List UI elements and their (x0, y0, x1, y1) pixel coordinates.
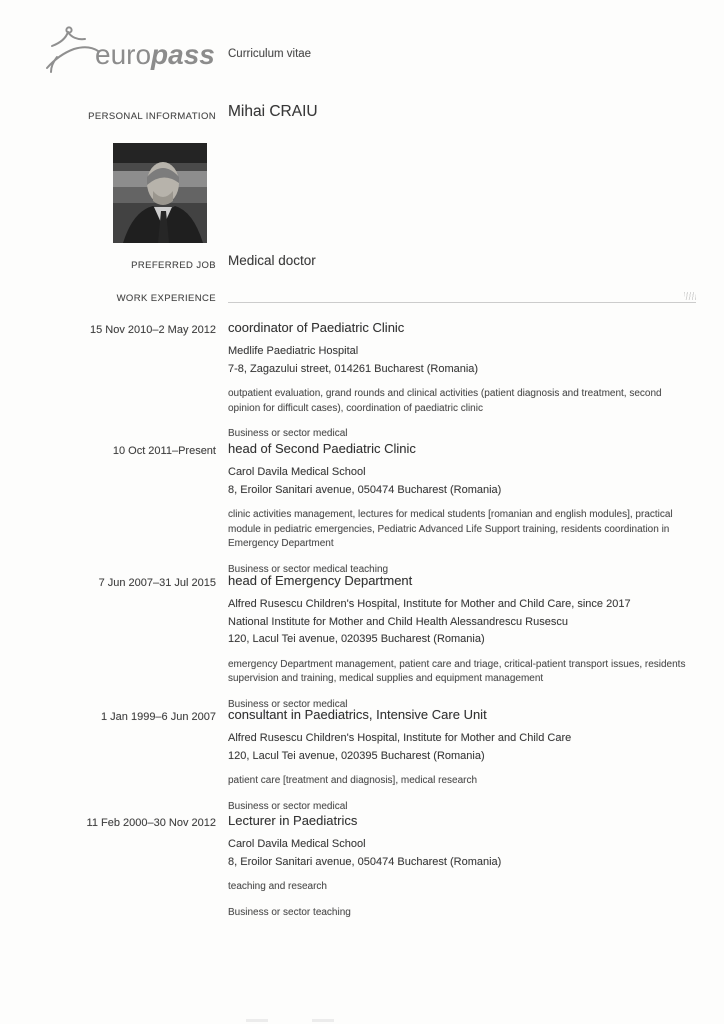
entry-description: emergency Department management, patient care and triage, critical-patient transport issues, residents supervision and training, medical supplies and equipment management (228, 658, 686, 684)
entry-description: outpatient evaluation, grand rounds and clinical activities (patient diagnosis and treatment, second opinion for difficult cases), coordination of paediatric clinic (228, 388, 662, 414)
entry-org-line: Carol Davila Medical School (228, 466, 366, 478)
entry-org-line: 7-8, Zagazului street, 014261 Bucharest (Romania) (228, 362, 479, 375)
work-entry (0, 573, 724, 711)
entry-dates: 10 Oct 2011–Present (112, 445, 216, 457)
entry-title: Lecturer in Paediatrics (228, 813, 358, 828)
entry-sector: Business or sector medical (228, 800, 348, 812)
entry-org-line: 8, Eroilor Sanitari avenue, 050474 Bucharest (Romania) (228, 855, 502, 868)
entry-org-line: Carol Davila Medical School (228, 838, 366, 850)
entry-sector: Business or sector medical teaching (228, 563, 389, 575)
entry-org-line: Medlife Paediatric Hospital (228, 345, 359, 357)
entry-org-line: 120, Lacul Tei avenue, 020395 Bucharest (Romania) (228, 749, 485, 762)
entry-title: consultant in Paediatrics, Intensive Care Unit (228, 707, 487, 722)
scan-artifact (312, 1019, 334, 1022)
section-rule-line (228, 302, 696, 303)
section-label-work-experience: WORK EXPERIENCE (116, 293, 216, 304)
europass-figure-icon (43, 24, 223, 80)
entry-description: teaching and research (228, 881, 327, 892)
work-entry (0, 813, 724, 919)
entry-dates: 7 Jun 2007–31 Jul 2015 (98, 577, 216, 589)
entry-dates: 15 Nov 2010–2 May 2012 (90, 324, 216, 336)
entry-sector: Business or sector medical (228, 698, 348, 710)
entry-title: head of Second Paediatric Clinic (228, 441, 416, 456)
scan-artifact (684, 292, 696, 300)
entry-sector: Business or sector teaching (228, 906, 351, 918)
europass-logo (43, 24, 223, 80)
entry-description: patient care [treatment and diagnosis], medical research (228, 775, 478, 786)
work-entry (0, 707, 724, 813)
preferred-job-value: Medical doctor (228, 253, 316, 268)
entry-sector: Business or sector medical (228, 428, 348, 439)
entry-org-line: 8, Eroilor Sanitari avenue, 050474 Bucharest (Romania) (228, 483, 502, 496)
document-type-label: Curriculum vitae (228, 48, 312, 60)
scan-artifact (246, 1019, 268, 1022)
work-entry (0, 441, 724, 576)
entry-dates: 11 Feb 2000–30 Nov 2012 (86, 817, 216, 829)
entry-dates: 1 Jan 1999–6 Jun 2007 (101, 711, 216, 723)
person-name: Mihai CRAIU (228, 103, 318, 120)
entry-org-line: 120, Lacul Tei avenue, 020395 Bucharest (Romania) (228, 633, 485, 645)
work-entry (0, 320, 724, 440)
svg-text:europass (95, 39, 215, 70)
entry-org-line: Alfred Rusescu Children's Hospital, Institute for Mother and Child Care (228, 732, 572, 744)
entry-org-line: National Institute for Mother and Child Health Alessandrescu Rusescu (228, 615, 568, 628)
entry-title: head of Emergency Department (228, 573, 413, 588)
entry-org-line: Alfred Rusescu Children's Hospital, Institute for Mother and Child Care, since 2017 (228, 598, 631, 610)
logo-pass-text: pass (151, 39, 215, 70)
section-label-personal-information: PERSONAL INFORMATION (88, 111, 216, 122)
entry-description: clinic activities management, lectures for medical students [romanian and english modules], practical module in pediatric emergencies, Pediatric Advanced Life Support training, residents coordination in Emergency Department (228, 509, 673, 549)
logo-euro-text: euro (95, 39, 152, 70)
entry-title: coordinator of Paediatric Clinic (228, 320, 405, 335)
portrait-photo (113, 143, 207, 243)
section-label-preferred-job: PREFERRED JOB (131, 260, 216, 271)
